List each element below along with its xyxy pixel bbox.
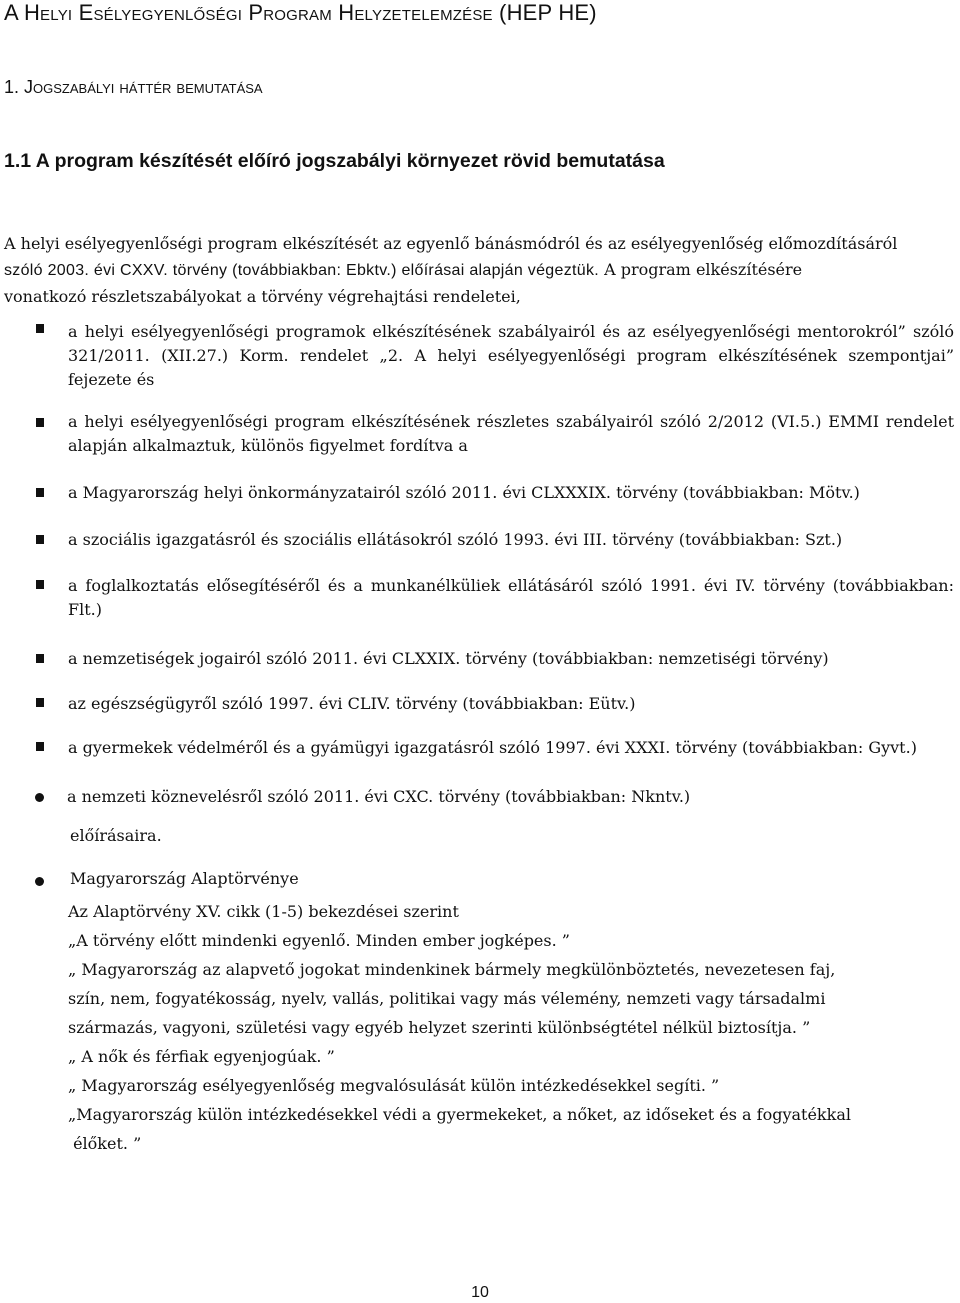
- intro-text-sans: szóló 2003. évi CXXV. törvény (továbbiakban: Ebktv.) előírásai alapján végeztük.: [4, 262, 599, 279]
- square-bullet-icon: [36, 488, 44, 497]
- list-item: a gyermekek védelméről és a gyámügyi igazgatásról szóló 1997. évi XXXI. törvény (továbbiakban: Gyvt.): [68, 738, 917, 757]
- list-item: a helyi esélyegyenlőségi programok elkészítésének szabályairól és az esélyegyenlőségi mentorokról” szóló 321/2011. (XII.27.) Korm. rendelet „2. A helyi esélyegyenlőségi program elkészítésének szempontjai” fejezete és: [68, 322, 954, 389]
- quote-line: „ Magyarország az alapvető jogokat mindenkinek bármely megkülönböztetés, nevezetesen faj,: [68, 960, 836, 979]
- quote-line: „ A nők és férfiak egyenjogúak. ”: [68, 1047, 335, 1066]
- square-bullet-icon: [36, 698, 44, 707]
- subsection-heading: 1.1 A program készítését előíró jogszabályi környezet rövid bemutatása: [4, 150, 665, 172]
- square-bullet-icon: [36, 742, 44, 751]
- quote-line: „A törvény előtt mindenki egyenlő. Minden ember jogképes. ”: [68, 931, 570, 950]
- quote-line: szín, nem, fogyatékosság, nyelv, vallás, politikai vagy más vélemény, nemzeti vagy társadalmi: [68, 989, 826, 1008]
- page-number: 10: [471, 1284, 489, 1301]
- intro-line: vonatkozó részletszabályokat a törvény végrehajtási rendeletei,: [4, 287, 521, 306]
- square-bullet-icon: [36, 580, 44, 589]
- list-item: az egészségügyről szóló 1997. évi CLIV. törvény (továbbiakban: Eütv.): [68, 694, 636, 713]
- quote-line: „ Magyarország esélyegyenlőség megvalósulását külön intézkedésekkel segíti. ”: [68, 1076, 720, 1095]
- quote-line: Az Alaptörvény XV. cikk (1-5) bekezdései szerint: [68, 902, 459, 921]
- list-item: a Magyarország helyi önkormányzatairól szóló 2011. évi CLXXXIX. törvény (továbbiakban: Mötv.): [68, 483, 860, 502]
- main-heading: A Helyi Esélyegyenlőségi Program Helyzetelemzése (HEP HE): [4, 0, 597, 25]
- section-heading: 1. Jogszabályi háttér bemutatása: [4, 77, 263, 97]
- round-bullet-icon: [35, 877, 44, 886]
- square-bullet-icon: [36, 654, 44, 663]
- intro-paragraph: [4, 231, 956, 310]
- list-item: a foglalkoztatás elősegítéséről és a munkanélküliek ellátásáról szóló 1991. évi IV. törvény (továbbiakban: Flt.): [68, 576, 954, 619]
- list-item: a helyi esélyegyenlőségi program elkészítésének részletes szabályairól szóló 2/2012 (VI.5.) EMMI rendelet alapján alkalmaztuk, különös figyelmet fordítva a: [68, 412, 954, 455]
- quote-line: „Magyarország külön intézkedésekkel védi a gyermekeket, a nőket, az időseket és a fogyatékkal: [68, 1105, 851, 1124]
- list-item: a szociális igazgatásról és szociális ellátásokról szóló 1993. évi III. törvény (továbbiakban: Szt.): [68, 530, 843, 549]
- quote-line: származás, vagyoni, születési vagy egyéb helyzet szerinti különbségtétel nélkül biztosítja. ”: [68, 1018, 811, 1037]
- list-item: a nemzeti köznevelésről szóló 2011. évi CXC. törvény (továbbiakban: Nkntv.): [67, 787, 691, 806]
- intro-line: [4, 257, 956, 284]
- intro-line: A helyi esélyegyenlőségi program elkészítését az egyenlő bánásmódról és az esélyegyenlőség előmozdításáról: [4, 234, 898, 253]
- alaptorveny-quote: [68, 897, 948, 1158]
- quote-line: élőket. ”: [68, 1134, 142, 1153]
- list-item: a nemzetiségek jogairól szóló 2011. évi CLXXIX. törvény (továbbiakban: nemzetiségi törvény): [68, 649, 829, 668]
- square-bullet-icon: [36, 324, 44, 333]
- round-bullet-icon: [35, 793, 44, 802]
- square-bullet-icon: [36, 535, 44, 544]
- intro-text: A program elkészítésére: [599, 260, 803, 279]
- square-bullet-icon: [36, 418, 44, 427]
- alaptorveny-title: Magyarország Alaptörvénye: [70, 869, 299, 888]
- closing-text: előírásaira.: [70, 826, 162, 845]
